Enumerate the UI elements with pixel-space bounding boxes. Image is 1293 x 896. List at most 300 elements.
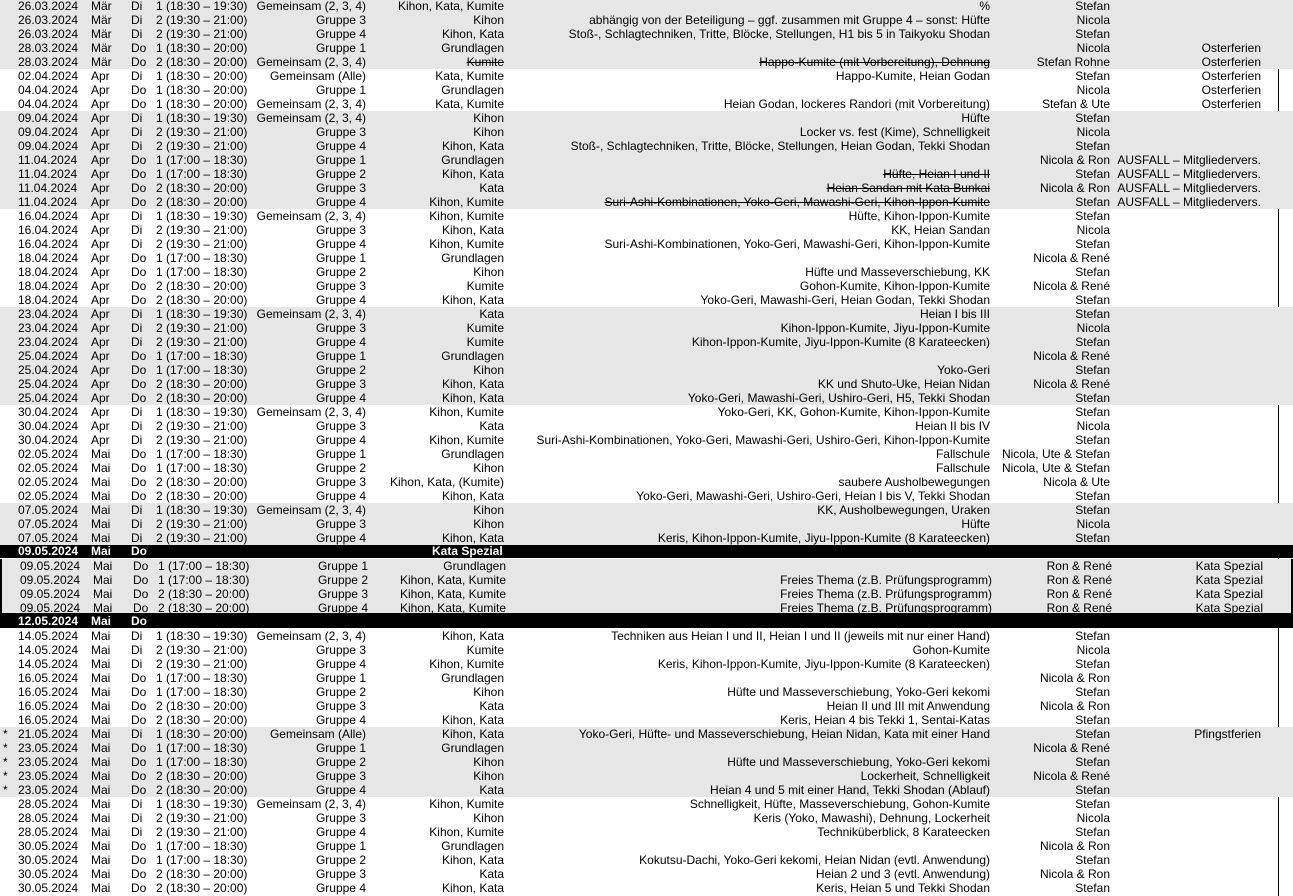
cell-group: Gruppe 3 <box>315 419 366 433</box>
cell-date: 30.04.2024 <box>18 405 79 419</box>
cell-slot: 1 (17:00 – 18:30) <box>156 671 248 685</box>
cell-trainer: Stefan <box>1075 265 1110 279</box>
cell-weekday: Di <box>131 503 143 517</box>
cell-content: Kata <box>479 419 504 433</box>
cell-star <box>3 195 13 209</box>
schedule-row <box>0 811 1293 825</box>
cell-star <box>3 657 13 671</box>
cell-topic: Keris, Kihon-Ippon-Kumite, Jiyu-Ippon-Kumite (8 Karateecken) <box>657 657 990 671</box>
cell-topic <box>506 153 990 167</box>
cell-weekday: Di <box>131 727 143 741</box>
schedule-row <box>0 741 1293 755</box>
cell-month: Mai <box>91 685 111 699</box>
cell-content: Kihon, Kata <box>441 167 504 181</box>
cell-slot: 1 (17:00 – 18:30) <box>156 461 248 475</box>
schedule-row <box>0 209 1293 223</box>
cell-note <box>1112 629 1261 643</box>
cell-content: Kihon, Kumite <box>429 405 504 419</box>
schedule-row <box>0 419 1293 433</box>
cell-weekday: Do <box>133 573 149 587</box>
cell-content: Kihon <box>473 755 504 769</box>
cell-group: Gruppe 1 <box>315 349 366 363</box>
cell-group: Gruppe 4 <box>315 489 366 503</box>
cell-topic: Techniken aus Heian I und II, Heian I und II (jeweils mit nur einer Hand) <box>611 629 990 643</box>
schedule-row <box>0 181 1293 195</box>
cell-weekday: Do <box>131 265 147 279</box>
cell-date: 16.05.2024 <box>18 713 79 727</box>
cell-date: 26.03.2024 <box>18 13 79 27</box>
cell-month: Mai <box>93 559 113 573</box>
schedule-row <box>0 587 1293 601</box>
cell-month: Mai <box>91 741 111 755</box>
cell-content: Kihon, Kata, Kumite <box>399 587 506 601</box>
cell-slot: 2 (18:30 – 20:00) <box>158 587 250 601</box>
cell-content: Kihon, Kata <box>441 391 504 405</box>
cell-content: Kihon, Kata <box>441 727 504 741</box>
schedule-row <box>0 643 1293 657</box>
cell-note <box>1112 867 1261 881</box>
cell-note <box>1112 209 1261 223</box>
cell-trainer: Stefan <box>1075 405 1110 419</box>
cell-weekday: Do <box>131 293 147 307</box>
cell-star <box>3 685 13 699</box>
cell-group: Gruppe 4 <box>315 335 366 349</box>
cell-month: Mai <box>91 825 111 839</box>
cell-date: 30.05.2024 <box>18 881 79 895</box>
cell-weekday: Di <box>131 13 143 27</box>
schedule-row <box>0 657 1293 671</box>
cell-group: Gruppe 4 <box>315 881 366 895</box>
cell-month: Apr <box>91 265 110 279</box>
cell-month: Mai <box>91 643 111 657</box>
cell-weekday: Do <box>131 769 147 783</box>
cell-topic: Gohon-Kumite, Kihon-Ippon-Kumite <box>799 279 990 293</box>
schedule-row <box>0 251 1293 265</box>
cell-weekday: Do <box>131 447 147 461</box>
cell-slot: 2 (18:30 – 20:00) <box>156 391 248 405</box>
cell-star <box>3 167 13 181</box>
cell-slot: 2 (19:30 – 21:00) <box>156 321 248 335</box>
cell-weekday: Do <box>131 475 147 489</box>
cell-note <box>1112 139 1261 153</box>
cell-month: Mär <box>91 55 112 69</box>
cell-group: Gruppe 1 <box>315 839 366 853</box>
cell-slot: 1 (17:00 – 18:30) <box>156 755 248 769</box>
cell-group: Gruppe 1 <box>315 741 366 755</box>
schedule-row <box>0 713 1293 727</box>
cell-date: 23.04.2024 <box>18 307 79 321</box>
cell-slot: 2 (18:30 – 20:00) <box>156 489 248 503</box>
cell-group: Gruppe 3 <box>315 475 366 489</box>
cell-slot: 1 (17:00 – 18:30) <box>156 447 248 461</box>
cell-slot: 2 (18:30 – 20:00) <box>156 713 248 727</box>
cell-star <box>3 713 13 727</box>
cell-note: Osterferien <box>1201 97 1261 111</box>
cell-trainer: Stefan <box>1075 685 1110 699</box>
cell-group: Gruppe 3 <box>315 643 366 657</box>
cell-month: Apr <box>91 125 110 139</box>
cell-month: Apr <box>91 349 110 363</box>
cell-note <box>1112 307 1261 321</box>
cell-weekday: Do <box>131 783 147 797</box>
cell-trainer: Stefan <box>1075 713 1110 727</box>
cell-star <box>3 867 13 881</box>
cell-trainer: Nicola <box>1076 321 1110 335</box>
schedule-row <box>0 307 1293 321</box>
schedule-row <box>0 531 1293 545</box>
cell-date: 07.05.2024 <box>18 517 79 531</box>
cell-month: Apr <box>91 391 110 405</box>
cell-trainer: Stefan <box>1075 0 1110 13</box>
cell-content: Grundlagen <box>441 153 504 167</box>
cell-date: 14.05.2024 <box>18 643 79 657</box>
schedule-row <box>0 559 1293 573</box>
cell-star <box>5 559 15 573</box>
cell-date: 28.03.2024 <box>18 41 79 55</box>
cell-trainer: Nicola, Ute & Stefan <box>1001 447 1110 461</box>
cell-slot: 2 (18:30 – 20:00) <box>156 881 248 895</box>
cell-slot: 2 (19:30 – 21:00) <box>156 825 248 839</box>
cell-date: 25.04.2024 <box>18 391 79 405</box>
cell-trainer: Nicola & René <box>1033 251 1110 265</box>
schedule-row <box>0 783 1293 797</box>
cell-content: Kihon, Kumite <box>429 797 504 811</box>
cell-topic: Freies Thema (z.B. Prüfungsprogramm) <box>780 587 992 601</box>
cell-note: AUSFALL – Mitgliedervers. <box>1117 195 1261 209</box>
cell-note <box>1112 265 1261 279</box>
cell-star <box>3 209 13 223</box>
cell-content: Kihon, Kata <box>441 713 504 727</box>
cell-note <box>1112 839 1261 853</box>
cell-group: Gemeinsam (2, 3, 4) <box>256 0 366 13</box>
cell-star <box>3 405 13 419</box>
cell-group: Gruppe 3 <box>315 811 366 825</box>
cell-note <box>1112 433 1261 447</box>
cell-slot: 1 (17:00 – 18:30) <box>156 839 248 853</box>
cell-content: Kumite <box>466 279 504 293</box>
cell-star <box>3 13 13 27</box>
cell-month: Apr <box>91 279 110 293</box>
schedule-row <box>0 853 1293 867</box>
cell-topic: Keris, Heian 5 und Tekki Shodan <box>816 881 990 895</box>
cell-topic: Suri-Ashi-Kombinationen, Yoko-Geri, Mawashi-Geri, Kihon-Ippon-Kumite <box>604 237 990 251</box>
cell-month: Mai <box>91 713 111 727</box>
cell-star <box>3 111 13 125</box>
cell-weekday: Do <box>131 671 147 685</box>
cell-group: Gruppe 3 <box>315 125 366 139</box>
cell-content: Kata <box>479 867 504 881</box>
cell-slot: 2 (19:30 – 21:00) <box>156 517 248 531</box>
cell-slot: 2 (18:30 – 20:00) <box>156 181 248 195</box>
cell-star <box>3 517 13 531</box>
cell-star <box>3 27 13 41</box>
cell-star <box>3 363 13 377</box>
cell-weekday: Do <box>131 97 147 111</box>
cell-slot: 1 (17:00 – 18:30) <box>156 853 248 867</box>
cell-note: AUSFALL – Mitgliedervers. <box>1117 167 1261 181</box>
schedule-row <box>0 223 1293 237</box>
cell-topic: Yoko-Geri, Hüfte- und Masseverschiebung, Heian Nidan, Kata mit einer Hand <box>578 727 990 741</box>
cell-trainer: Stefan & Ute <box>1041 97 1110 111</box>
cell-group: Gemeinsam (2, 3, 4) <box>256 405 366 419</box>
cell-star <box>3 503 13 517</box>
cell-weekday: Di <box>131 69 143 83</box>
cell-date: 18.04.2024 <box>18 251 79 265</box>
cell-star: * <box>3 741 8 755</box>
cell-date: 04.04.2024 <box>18 83 79 97</box>
cell-content: Kumite <box>466 643 504 657</box>
cell-note <box>1112 685 1261 699</box>
cell-month: Mai <box>91 769 111 783</box>
cell-date: 16.04.2024 <box>18 237 79 251</box>
cell-slot: 1 (18:30 – 19:30) <box>156 797 248 811</box>
schedule-row <box>0 461 1293 475</box>
cell-star <box>3 489 13 503</box>
cell-star <box>3 349 13 363</box>
cell-note <box>1112 461 1261 475</box>
cell-trainer: Stefan <box>1075 111 1110 125</box>
cell-date: 02.04.2024 <box>18 69 79 83</box>
cell-trainer: Stefan <box>1075 503 1110 517</box>
cell-date: 16.05.2024 <box>18 699 79 713</box>
cell-slot: 1 (18:30 – 19:30) <box>156 629 248 643</box>
cell-content: Kihon <box>473 769 504 783</box>
cell-note: Osterferien <box>1201 83 1261 97</box>
cell-star <box>5 587 15 601</box>
schedule-row <box>0 881 1293 895</box>
cell-topic: Schnelligkeit, Hüfte, Masseverschiebung, Gohon-Kumite <box>689 797 990 811</box>
cell-star: * <box>3 769 8 783</box>
schedule-row <box>0 685 1293 699</box>
cell-trainer: Nicola & Ron <box>1039 867 1110 881</box>
cell-month: Apr <box>91 321 110 335</box>
cell-star <box>3 41 13 55</box>
schedule-row <box>0 125 1293 139</box>
cell-trainer: Stefan <box>1075 391 1110 405</box>
cell-date: 23.05.2024 <box>18 769 79 783</box>
cell-note <box>1112 475 1261 489</box>
cell-trainer: Stefan <box>1075 797 1110 811</box>
cell-topic: Hüfte, Heian I und II <box>883 167 990 181</box>
cell-weekday: Do <box>131 755 147 769</box>
cell-note <box>1112 419 1261 433</box>
cell-slot: 1 (18:30 – 19:30) <box>156 307 248 321</box>
cell-content: Grundlagen <box>441 741 504 755</box>
cell-date: 23.05.2024 <box>18 783 79 797</box>
schedule-row <box>0 83 1293 97</box>
cell-star <box>3 321 13 335</box>
cell-weekday: Di <box>131 125 143 139</box>
cell-content: Kihon <box>473 517 504 531</box>
cell-trainer: Stefan <box>1075 69 1110 83</box>
cell-star <box>3 279 13 293</box>
cell-month: Apr <box>91 139 110 153</box>
cell-star <box>3 699 13 713</box>
schedule-row <box>0 195 1293 209</box>
cell-month: Apr <box>91 83 110 97</box>
cell-slot: 1 (18:30 – 19:30) <box>156 0 248 13</box>
cell-content: Kihon, Kata, Kumite <box>399 573 506 587</box>
cell-month: Mai <box>91 531 111 545</box>
cell-month: Apr <box>91 293 110 307</box>
cell-weekday: Do <box>131 377 147 391</box>
cell-group: Gemeinsam (2, 3, 4) <box>256 97 366 111</box>
cell-month: Mai <box>91 755 111 769</box>
cell-month: Mai <box>91 783 111 797</box>
cell-weekday: Di <box>131 223 143 237</box>
cell-weekday: Di <box>131 643 143 657</box>
cell-content: Kihon <box>473 811 504 825</box>
cell-trainer: Nicola <box>1076 125 1110 139</box>
cell-date: 04.04.2024 <box>18 97 79 111</box>
schedule-row <box>0 363 1293 377</box>
cell-topic: Heian I bis III <box>919 307 990 321</box>
cell-month: Mai <box>93 587 113 601</box>
cell-weekday: Do <box>131 867 147 881</box>
cell-note <box>1112 741 1261 755</box>
cell-topic: Hüfte und Masseverschiebung, Yoko-Geri kekomi <box>727 685 990 699</box>
cell-trainer: Stefan Rohne <box>1036 55 1110 69</box>
cell-month: Mai <box>93 601 113 615</box>
cell-date: 11.04.2024 <box>18 167 78 181</box>
cell-group: Gruppe 4 <box>315 293 366 307</box>
cell-trainer: Nicola & René <box>1033 279 1110 293</box>
cell-topic: Hüfte und Masseverschiebung, KK <box>805 265 990 279</box>
cell-topic <box>506 741 990 755</box>
cell-note <box>1112 251 1261 265</box>
cell-note <box>1112 335 1261 349</box>
cell-note <box>1112 713 1261 727</box>
cell-content: Kata <box>479 307 504 321</box>
cell-content: Kihon, Kata <box>441 377 504 391</box>
cell-slot: 2 (19:30 – 21:00) <box>156 531 248 545</box>
cell-note <box>1112 643 1261 657</box>
cell-date: 02.05.2024 <box>18 489 79 503</box>
cell-star <box>3 335 13 349</box>
cell-month: Apr <box>91 419 110 433</box>
cell-weekday: Di <box>131 405 143 419</box>
cell-topic: Kihon-Ippon-Kumite, Jiyu-Ippon-Kumite (8 Karateecken) <box>691 335 990 349</box>
cell-month: Mai <box>91 867 111 881</box>
cell-group: Gruppe 2 <box>315 461 366 475</box>
cell-note <box>1112 811 1261 825</box>
cell-trainer: Stefan <box>1075 139 1110 153</box>
cell-content: Kihon, Kumite <box>429 433 504 447</box>
cell-topic: Fallschule <box>935 461 990 475</box>
cell-slot: 2 (18:30 – 20:00) <box>156 377 248 391</box>
cell-content: Grundlagen <box>441 839 504 853</box>
cell-note: Osterferien <box>1201 41 1261 55</box>
cell-topic: Yoko-Geri, Mawashi-Geri, Heian Godan, Tekki Shodan <box>700 293 990 307</box>
cell-topic: Happo-Kumite, Heian Godan <box>835 69 990 83</box>
cell-month: Mai <box>91 671 111 685</box>
cell-group: Gruppe 3 <box>315 279 366 293</box>
cell-star <box>3 181 13 195</box>
cell-note <box>1112 293 1261 307</box>
cell-group: Gemeinsam (2, 3, 4) <box>256 629 366 643</box>
cell-weekday: Di <box>131 517 143 531</box>
cell-weekday: Do <box>131 853 147 867</box>
cell-group: Gruppe 1 <box>315 153 366 167</box>
cell-month: Mai <box>91 447 111 461</box>
schedule-row <box>0 139 1293 153</box>
cell-weekday: Di <box>131 657 143 671</box>
cell-note <box>1112 377 1261 391</box>
cell-star <box>3 391 13 405</box>
cell-note <box>1112 447 1261 461</box>
cell-star <box>3 811 13 825</box>
cell-topic: Hüfte <box>961 111 990 125</box>
cell-topic: Gohon-Kumite <box>912 643 990 657</box>
cell-star: * <box>3 783 8 797</box>
cell-group: Gemeinsam (2, 3, 4) <box>256 209 366 223</box>
cell-trainer: Stefan <box>1075 167 1110 181</box>
cell-star <box>3 293 13 307</box>
cell-note <box>1112 699 1261 713</box>
cell-star <box>3 419 13 433</box>
cell-month: Apr <box>91 251 110 265</box>
cell-slot: 1 (17:00 – 18:30) <box>156 685 248 699</box>
cell-slot: 1 (18:30 – 20:00) <box>156 727 248 741</box>
cell-star <box>5 573 15 587</box>
cell-topic: Fallschule <box>935 447 990 461</box>
cell-group: Gruppe 3 <box>315 769 366 783</box>
cell-content: Kihon <box>473 13 504 27</box>
cell-topic: Techniküberblick, 8 Karateecken <box>817 825 990 839</box>
cell-slot: 2 (18:30 – 20:00) <box>156 783 248 797</box>
cell-note <box>1112 797 1261 811</box>
schedule-row <box>0 0 1293 13</box>
cell-date: 25.04.2024 <box>18 363 79 377</box>
cell-note: Osterferien <box>1201 69 1261 83</box>
cell-note <box>1112 223 1261 237</box>
cell-topic <box>506 671 990 685</box>
cell-date: 16.04.2024 <box>18 209 79 223</box>
cell-group: Gruppe 1 <box>317 559 368 573</box>
cell-slot: 1 (17:00 – 18:30) <box>156 251 248 265</box>
cell-trainer: Ron & René <box>1046 559 1112 573</box>
cell-trainer: Nicola & René <box>1033 349 1110 363</box>
cell-topic: Hüfte <box>961 517 990 531</box>
cell-star <box>3 69 13 83</box>
cell-month: Mai <box>91 797 111 811</box>
cell-slot: 1 (18:30 – 19:30) <box>156 503 248 517</box>
schedule-row <box>0 601 1293 615</box>
cell-weekday: Do <box>131 349 147 363</box>
cell-content: Kihon, Kata <box>441 139 504 153</box>
cell-group: Gemeinsam (2, 3, 4) <box>256 503 366 517</box>
cell-star <box>3 223 13 237</box>
cell-date: 09.05.2024 <box>20 573 81 587</box>
cell-group: Gruppe 3 <box>315 223 366 237</box>
cell-topic <box>506 41 990 55</box>
cell-group: Gruppe 1 <box>315 83 366 97</box>
cell-group: Gemeinsam (2, 3, 4) <box>256 797 366 811</box>
cell-trainer: Ron & René <box>1046 573 1112 587</box>
cell-date: 09.05.2024 <box>18 544 79 558</box>
cell-month: Apr <box>91 363 110 377</box>
cell-group: Gruppe 4 <box>315 783 366 797</box>
cell-trainer: Stefan <box>1075 237 1110 251</box>
cell-slot: 1 (17:00 – 18:30) <box>156 153 248 167</box>
cell-content: Grundlagen <box>441 41 504 55</box>
cell-group: Gruppe 3 <box>315 13 366 27</box>
cell-group: Gruppe 4 <box>317 601 368 615</box>
schedule-row <box>0 349 1293 363</box>
cell-month: Mai <box>91 489 111 503</box>
cell-month: Mai <box>91 614 112 628</box>
schedule-row <box>0 237 1293 251</box>
